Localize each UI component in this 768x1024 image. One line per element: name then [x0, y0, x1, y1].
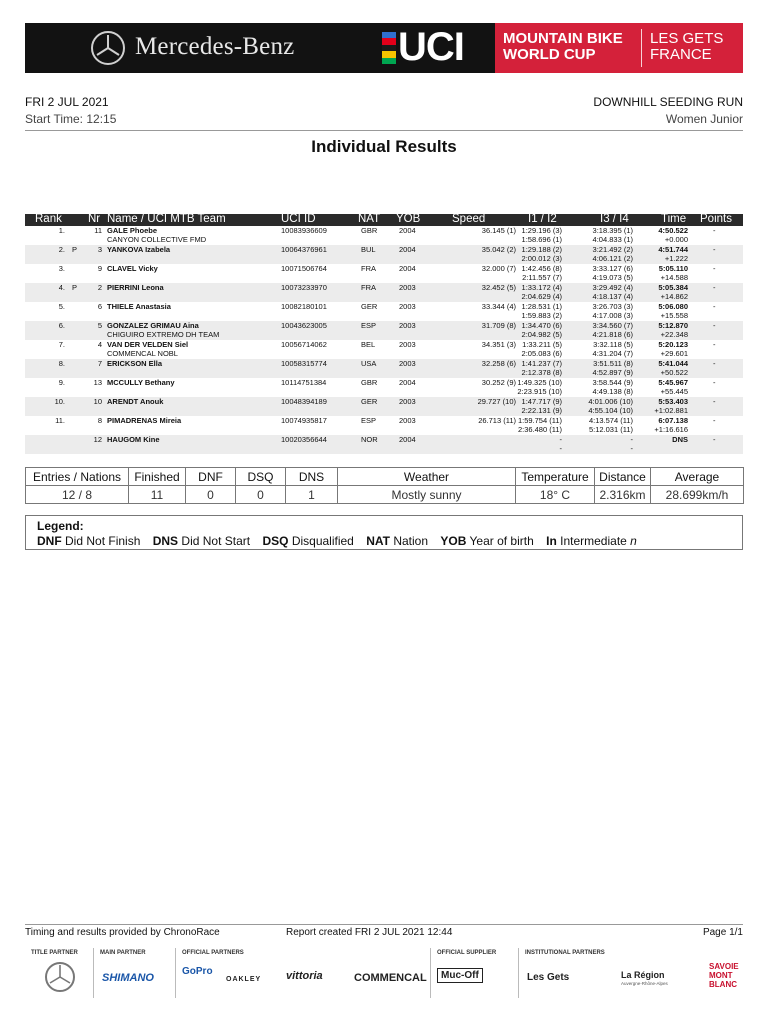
official-partners-group — [175, 948, 430, 998]
cell-gap: +14.862 — [660, 292, 688, 301]
cell-time: 5:12.870 — [658, 321, 688, 330]
cell-name: YANKOVA Izabela — [107, 245, 171, 254]
cell-name: THIELE Anastasia — [107, 302, 171, 311]
cell-yob: 2004 — [399, 245, 416, 254]
legend-key-dns: DNS — [152, 534, 179, 548]
legend-key-yob: YOB — [440, 534, 467, 548]
cell-nr: 11 — [94, 226, 102, 235]
summary-dnf: 0 — [186, 486, 236, 504]
summary-finished: 11 — [129, 486, 186, 504]
cell-i2: 2:00.012 (3) — [521, 254, 562, 263]
cell-nr: 2 — [97, 283, 102, 292]
col-speed: Speed — [452, 213, 486, 225]
cell-name: ERICKSON Ella — [107, 359, 163, 368]
cell-i3: 3:33.127 (6) — [592, 264, 633, 273]
cell-points: - — [713, 359, 716, 368]
cell-rank: 1. — [58, 226, 65, 235]
cell-i4: 4:55.104 (10) — [588, 406, 633, 415]
cell-rank: 6. — [58, 321, 65, 330]
header-banner — [25, 23, 743, 73]
cell-yob: 2003 — [399, 416, 416, 425]
footer-divider — [25, 924, 743, 925]
table-row — [25, 264, 743, 283]
cell-time: 5:41.044 — [658, 359, 688, 368]
mercedes-logo-icon — [45, 962, 75, 992]
legend-value-dns: Did Not Start — [181, 534, 251, 548]
cell-name: ARENDT Anouk — [107, 397, 164, 406]
les-gets-logo: Les Gets — [527, 972, 570, 983]
cell-nat: GBR — [361, 378, 378, 387]
cell-rank: 4. — [58, 283, 65, 292]
cell-i2: 1:59.883 (2) — [521, 311, 562, 320]
col-name-team: Name / UCI MTB Team — [107, 213, 226, 225]
cell-name: CLAVEL Vicky — [107, 264, 158, 273]
commencal-logo: COMMENCAL — [354, 972, 427, 984]
cell-nr: 7 — [97, 359, 102, 368]
col-nat: NAT — [358, 213, 381, 225]
badge-divider — [641, 29, 642, 67]
col-yob: YOB — [396, 213, 421, 225]
cell-i4: 4:06.121 (2) — [592, 254, 633, 263]
event-location: LES GETS FRANCE — [650, 30, 724, 63]
savoie-mont-blanc-logo — [709, 962, 739, 989]
cell-speed: 29.727 (10) — [477, 397, 516, 406]
event-info-right — [593, 95, 743, 126]
cell-uci-id: 10074935817 — [281, 416, 327, 425]
summary-entries: 12 / 8 — [26, 486, 129, 504]
world-cup-badge — [495, 23, 743, 73]
cell-name: GONZALEZ GRIMAU Aina — [107, 321, 199, 330]
col-nr: Nr — [88, 213, 101, 225]
cell-uci-id: 10073233970 — [281, 283, 327, 292]
page-title: Individual Results — [311, 137, 457, 156]
cell-nat: BEL — [361, 340, 376, 349]
cell-time: 4:50.522 — [658, 226, 688, 235]
cell-time: 6:07.138 — [658, 416, 688, 425]
cell-yob: 2003 — [399, 321, 416, 330]
cell-i1: 1:42.456 (8) — [521, 264, 562, 273]
race-name: DOWNHILL SEEDING RUN — [593, 95, 743, 109]
summary-head-distance: Distance — [595, 468, 651, 486]
cell-name: GALE Phoebe — [107, 226, 158, 235]
legend-title: Legend: — [37, 519, 84, 533]
cell-i1: 1:28.531 (1) — [521, 302, 562, 311]
cell-i1: 1:41.237 (7) — [521, 359, 562, 368]
cell-i3: 3:21.492 (2) — [592, 245, 633, 254]
cell-i4: 4:21.818 (6) — [592, 330, 633, 339]
cell-uci-id: 10020356644 — [281, 435, 327, 444]
cell-speed: 35.042 (2) — [481, 245, 516, 254]
footer-page-number: Page 1/1 — [702, 927, 743, 938]
results-body — [25, 226, 743, 454]
cell-nat: ESP — [361, 321, 377, 330]
main-partner-label: MAIN PARTNER — [100, 950, 146, 956]
cell-points: - — [713, 416, 716, 425]
savoie-word: SAVOIE — [709, 962, 739, 971]
cell-gap: +29.601 — [660, 349, 688, 358]
cell-uci-id: 10083936609 — [281, 226, 327, 235]
cell-i1: 1:59.754 (11) — [517, 416, 562, 425]
cell-yob: 2004 — [399, 226, 416, 235]
cell-i1: - — [559, 435, 562, 444]
summary-head-average: Average — [651, 468, 744, 486]
legend-value-in: Intermediate — [560, 534, 627, 548]
summary-head-entries: Entries / Nations — [26, 468, 129, 486]
cell-i3: 3:29.492 (4) — [592, 283, 633, 292]
cell-name: PIERRINI Leona — [107, 283, 164, 292]
col-time: Time — [661, 213, 687, 225]
cell-points: - — [713, 340, 716, 349]
event-date: FRI 2 JUL 2021 — [25, 95, 109, 109]
table-row — [25, 226, 743, 245]
table-row — [25, 340, 743, 359]
cell-nat: FRA — [361, 283, 376, 292]
cell-nr: 9 — [97, 264, 102, 273]
summary-head-finished: Finished — [129, 468, 186, 486]
cell-nr: 8 — [97, 416, 102, 425]
cell-nr: 10 — [93, 397, 102, 406]
cell-nat: FRA — [361, 264, 376, 273]
cell-points: - — [713, 378, 716, 387]
oakley-logo: OAKLEY — [226, 976, 262, 983]
cell-nat: BUL — [361, 245, 376, 254]
cell-name: PIMADRENAS Mireia — [107, 416, 182, 425]
cell-team: COMMENCAL NOBL — [107, 349, 178, 358]
cell-nat: USA — [361, 359, 377, 368]
cell-time: 5:06.080 — [658, 302, 688, 311]
mercedes-star-icon — [91, 31, 125, 65]
cell-i3: 3:34.560 (7) — [592, 321, 633, 330]
cell-i2: 2:04.982 (5) — [521, 330, 562, 339]
official-supplier-label: OFFICIAL SUPPLIER — [437, 950, 497, 956]
summary-head-temperature: Temperature — [516, 468, 595, 486]
cell-i2: 2:11.557 (7) — [522, 273, 562, 282]
event-title: MOUNTAIN BIKE WORLD CUP — [503, 30, 623, 63]
cell-speed: 32.000 (7) — [481, 264, 516, 273]
cell-rank: 8. — [58, 359, 65, 368]
cell-nat: GER — [361, 397, 378, 406]
summary-dsq: 0 — [236, 486, 286, 504]
summary-dns: 1 — [286, 486, 338, 504]
cell-nat: GER — [361, 302, 378, 311]
cell-i2: 2:22.131 (9) — [521, 406, 562, 415]
cell-i4: 4:17.008 (3) — [592, 311, 633, 320]
cell-rank: 9. — [58, 378, 65, 387]
institutional-partners-label: INSTITUTIONAL PARTNERS — [525, 950, 605, 956]
cell-i4: - — [630, 444, 633, 453]
results-header-row — [25, 214, 743, 226]
shimano-logo: SHIMANO — [102, 972, 154, 984]
cell-penalty: P — [72, 245, 78, 254]
cell-i1: 1:34.470 (6) — [521, 321, 562, 330]
summary-weather: Mostly sunny — [338, 486, 516, 504]
summary-value-row — [26, 486, 744, 504]
legend-value-dnf: Did Not Finish — [65, 534, 141, 548]
cell-nr: 4 — [97, 340, 102, 349]
cell-name: HAUGOM Kine — [107, 435, 160, 444]
cell-i2: 2:04.629 (4) — [521, 292, 562, 301]
cell-nat: ESP — [361, 416, 377, 425]
legend-value-nat: Nation — [393, 534, 429, 548]
cell-speed: 36.145 (1) — [481, 226, 516, 235]
cell-i3: 4:01.006 (10) — [588, 397, 633, 406]
cell-gap: +1:16.616 — [654, 425, 688, 434]
cell-i3: 4:13.574 (11) — [588, 416, 633, 425]
cell-i3: 3:26.703 (3) — [592, 302, 633, 311]
cell-team: CHIGUIRO EXTREMO DH TEAM — [107, 330, 220, 339]
cell-i4: 4:04.833 (1) — [592, 235, 633, 244]
table-row — [25, 435, 743, 454]
cell-i3: 3:32.118 (5) — [593, 340, 633, 349]
title-partner-label: TITLE PARTNER — [31, 950, 78, 956]
summary-head-dsq: DSQ — [236, 468, 286, 486]
cell-i4: 4:19.073 (5) — [592, 273, 633, 282]
legend-suffix-n: n — [630, 534, 637, 548]
cell-gap: +55.445 — [660, 387, 688, 396]
partner-strip — [25, 948, 743, 998]
cell-i2: 1:58.696 (1) — [521, 235, 562, 244]
cell-uci-id: 10043623005 — [281, 321, 327, 330]
cell-time: 5:20.123 — [658, 340, 688, 349]
cell-speed: 31.709 (8) — [481, 321, 516, 330]
footer-timing: Timing and results provided by ChronoRace — [25, 927, 220, 938]
cell-nr: 5 — [97, 321, 102, 330]
start-time: Start Time: 12:15 — [25, 112, 117, 126]
gopro-logo: GoPro — [182, 966, 213, 977]
uci-logo-text: UCI — [398, 25, 464, 69]
cell-points: - — [713, 264, 716, 273]
table-row — [25, 359, 743, 378]
cell-i4: 4:52.897 (9) — [592, 368, 633, 377]
vittoria-logo: vittoria — [286, 970, 323, 982]
legend-key-in: In — [546, 534, 557, 548]
summary-table — [25, 467, 744, 504]
cell-points: - — [713, 435, 716, 444]
cell-i1: 1:33.172 (4) — [521, 283, 562, 292]
col-points: Points — [700, 213, 732, 225]
col-i3-i4: I3 / I4 — [600, 213, 629, 225]
cell-rank: 5. — [58, 302, 65, 311]
header-divider — [25, 130, 743, 131]
footer-report-created: Report created FRI 2 JUL 2021 12:44 — [286, 927, 453, 938]
cell-i1: 1:33.211 (5) — [522, 340, 562, 349]
cell-i2: - — [559, 444, 562, 453]
table-row — [25, 378, 743, 397]
cell-yob: 2003 — [399, 359, 416, 368]
cell-gap: +15.558 — [660, 311, 688, 320]
cell-speed: 32.452 (5) — [481, 283, 516, 292]
cell-i2: 2:36.480 (11) — [517, 425, 562, 434]
results-table — [25, 214, 743, 454]
table-row — [25, 416, 743, 435]
summary-temperature: 18° C — [516, 486, 595, 504]
cell-yob: 2003 — [399, 283, 416, 292]
cell-yob: 2003 — [399, 302, 416, 311]
cell-uci-id: 10056714062 — [281, 340, 327, 349]
legend-value-yob: Year of birth — [469, 534, 534, 548]
cell-uci-id: 10058315774 — [281, 359, 327, 368]
legend-box — [25, 515, 743, 550]
cell-penalty: P — [72, 283, 78, 292]
cell-i1: 1:29.196 (3) — [521, 226, 562, 235]
cell-yob: 2004 — [399, 264, 416, 273]
cell-rank: 7. — [58, 340, 65, 349]
sponsor-name: Mercedes-Benz — [135, 33, 295, 60]
cell-yob: 2004 — [399, 435, 416, 444]
cell-time: DNS — [672, 435, 688, 444]
main-partner-group — [93, 948, 175, 998]
official-supplier-group — [430, 948, 518, 998]
legend-key-dnf: DNF — [37, 534, 62, 548]
table-row — [25, 245, 743, 264]
cell-nr: 3 — [97, 245, 102, 254]
institutional-partners-group — [518, 948, 743, 998]
cell-rank: 10. — [54, 397, 65, 406]
official-partners-label: OFFICIAL PARTNERS — [182, 950, 244, 956]
cell-gap: +0.000 — [664, 235, 688, 244]
cell-uci-id: 10071506764 — [281, 264, 327, 273]
cell-i3: 3:58.544 (9) — [592, 378, 633, 387]
cell-nat: NOR — [361, 435, 378, 444]
la-region-subtitle: Auvergne-Rhône-Alpes — [621, 981, 668, 986]
cell-nr: 13 — [93, 378, 102, 387]
cell-i3: 3:18.395 (1) — [592, 226, 633, 235]
table-row — [25, 302, 743, 321]
cell-uci-id: 10064376961 — [281, 245, 327, 254]
summary-distance: 2.316km — [595, 486, 651, 504]
cell-team: CANYON COLLECTIVE FMD — [107, 235, 207, 244]
cell-name: VAN DER VELDEN Siel — [107, 340, 189, 349]
cell-points: - — [713, 283, 716, 292]
legend-value-dsq: Disqualified — [291, 534, 354, 548]
cell-gap: +1.222 — [664, 254, 688, 263]
cell-uci-id: 10082180101 — [281, 302, 327, 311]
cell-nr: 12 — [93, 435, 102, 444]
cell-i4: 4:18.137 (4) — [592, 292, 633, 301]
table-row — [25, 283, 743, 302]
cell-points: - — [713, 245, 716, 254]
cell-nat: GBR — [361, 226, 378, 235]
table-row — [25, 321, 743, 340]
table-row — [25, 397, 743, 416]
cell-gap: +14.588 — [660, 273, 688, 282]
cell-time: 5:05.384 — [658, 283, 688, 292]
cell-i4: 4:49.138 (8) — [592, 387, 633, 396]
col-rank: Rank — [35, 213, 62, 225]
cell-i1: 1:49.325 (10) — [517, 378, 562, 387]
cell-yob: 2003 — [399, 340, 416, 349]
muc-off-logo: Muc-Off — [437, 968, 483, 983]
mont-word: MONT — [709, 971, 733, 980]
cell-gap: +1:02.881 — [654, 406, 688, 415]
cell-points: - — [713, 321, 716, 330]
cell-rank: 3. — [58, 264, 65, 273]
cell-i2: 2:05.083 (6) — [521, 349, 562, 358]
cell-speed: 32.258 (6) — [481, 359, 516, 368]
title-partner-group — [25, 948, 93, 998]
blanc-word: BLANC — [709, 980, 737, 989]
legend-items — [37, 534, 731, 548]
cell-points: - — [713, 302, 716, 311]
cell-time: 5:45.967 — [658, 378, 688, 387]
cell-uci-id: 10048394189 — [281, 397, 327, 406]
cell-i1: 1:29.188 (2) — [521, 245, 562, 254]
summary-head-dnf: DNF — [186, 468, 236, 486]
cell-speed: 30.252 (9) — [481, 378, 516, 387]
race-category: Women Junior — [665, 112, 743, 126]
cell-i4: 4:31.204 (7) — [592, 349, 633, 358]
cell-i3: 3:51.511 (8) — [593, 359, 633, 368]
col-i1-i2: I1 / I2 — [528, 213, 557, 225]
cell-i2: 2:23.915 (10) — [517, 387, 562, 396]
cell-gap: +22.348 — [660, 330, 688, 339]
cell-time: 4:51.744 — [658, 245, 688, 254]
cell-points: - — [713, 226, 716, 235]
cell-i3: - — [630, 435, 633, 444]
cell-uci-id: 10114751384 — [281, 378, 327, 387]
cell-speed: 33.344 (4) — [481, 302, 516, 311]
cell-speed: 34.351 (3) — [481, 340, 516, 349]
summary-header-row — [26, 468, 744, 486]
la-region-logo: La Région — [621, 970, 665, 980]
cell-speed: 26.713 (11) — [478, 416, 516, 425]
summary-head-dns: DNS — [286, 468, 338, 486]
cell-name: MCCULLY Bethany — [107, 378, 175, 387]
cell-gap: +50.522 — [660, 368, 688, 377]
cell-time: 5:05.110 — [658, 264, 688, 273]
cell-rank: 2. — [58, 245, 65, 254]
summary-head-weather: Weather — [338, 468, 516, 486]
cell-nr: 6 — [97, 302, 102, 311]
cell-i1: 1:47.717 (9) — [521, 397, 562, 406]
uci-rainbow-stripes — [382, 32, 396, 64]
event-info-left — [25, 95, 116, 126]
cell-time: 5:53.403 — [658, 397, 688, 406]
cell-yob: 2003 — [399, 397, 416, 406]
cell-i4: 5:12.031 (11) — [588, 425, 633, 434]
legend-key-dsq: DSQ — [262, 534, 289, 548]
cell-rank: 11. — [55, 416, 65, 425]
cell-i2: 2:12.378 (8) — [521, 368, 562, 377]
summary-average: 28.699km/h — [651, 486, 744, 504]
cell-points: - — [713, 397, 716, 406]
cell-yob: 2004 — [399, 378, 416, 387]
col-uci-id: UCI ID — [281, 213, 316, 225]
legend-key-nat: NAT — [366, 534, 390, 548]
